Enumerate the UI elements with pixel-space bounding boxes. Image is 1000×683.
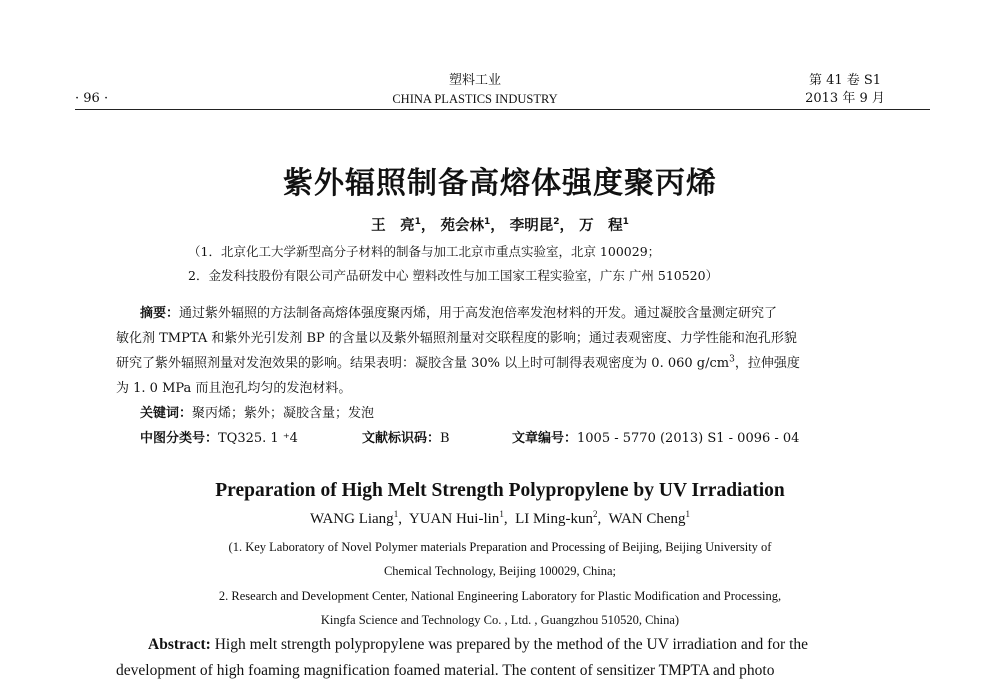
author-affil-mark: 1 (499, 509, 504, 519)
abstract-cn-text: 研究了紫外辐照剂量对发泡效果的影响。结果表明：凝胶含量 30% 以上时可制得表观密度为 0. 060 g/cm (116, 356, 730, 371)
authors-en: WANG Liang$^1$, YUAN Hui-lin$^1$, LI Ming-kun$^2$, WAN Cheng$^1$ (309, 509, 691, 527)
clc-label: 中图分类号： (140, 431, 219, 446)
abstract-en-text: High melt strength polypropylene was prepared by the method of the UV irradiation and for the (214, 636, 809, 653)
page-number: · 96 · (75, 91, 109, 106)
author-cn: 王 亮 (371, 218, 415, 234)
author-affil-mark: 1 (414, 217, 421, 228)
issue-date: 2013 年 9 月 (805, 91, 885, 106)
author-en: WANG Liang (309, 511, 394, 527)
abstract-cn-label: 摘要： (140, 306, 180, 321)
affiliation-en-1: (1. Key Laboratory of Novel Polymer materials Preparation and Processing of Beijing, Beijing University of (228, 540, 772, 554)
abstract-cn-line-4: 为 1. 0 MPa 而且泡孔均匀的发泡材料。 (116, 381, 352, 396)
abstract-en-line-1 (148, 636, 808, 654)
paper-title-en: Preparation of High Melt Strength Polypropylene by UV Irradiation (215, 480, 785, 501)
affiliation-cn-1: （1．北京化工大学新型高分子材料的制备与加工北京市重点实验室，北京 100029； (188, 244, 661, 259)
document-code-label: 文献标识码： (362, 431, 441, 446)
abstract-cn-line-3 (116, 353, 800, 374)
abstract-cn-text: 通过紫外辐照的方法制备高熔体强度聚丙烯，用于高发泡倍率发泡材料的开发。通过凝胶含量测定研究了 (179, 306, 778, 321)
paper-title-cn: 紫外辐照制备高熔体强度聚丙烯 (283, 166, 717, 201)
abstract-cn-text-tail: ，拉伸强度 (734, 356, 800, 371)
author-affil-mark: 1 (622, 217, 629, 228)
document-code (362, 428, 450, 449)
volume-issue: 第 41 卷 S1 (808, 73, 882, 88)
author-en: WAN Cheng (608, 511, 686, 527)
article-number-value: 1005 - 5770 (2013) S1 - 0096 - 04 (577, 431, 800, 446)
author-affil-mark: 1 (393, 509, 399, 519)
author-cn: 苑会林 (440, 218, 484, 234)
author-affil-mark: 1 (483, 217, 491, 228)
abstract-en-label: Abstract: (148, 636, 211, 653)
author-en: LI Ming-kun (515, 511, 593, 527)
author-affil-mark: 1 (685, 509, 691, 519)
abstract-en-line-2: development of high foaming magnification foamed material. The content of sensitizer TMPTA and photo (116, 662, 775, 679)
affiliation-cn-2: 2．金发科技股份有限公司产品研发中心 塑料改性与加工国家工程实验室，广东 广州 510520） (188, 268, 719, 283)
abstract-cn-line-1 (140, 303, 777, 324)
unit-superscript: 3 (729, 354, 735, 365)
author-cn: 万 程 (579, 218, 623, 234)
affiliation-en-2: 2. Research and Development Center, National Engineering Laboratory for Plastic Modification and Processing, (218, 589, 782, 603)
author-en: YUAN Hui-lin (408, 511, 500, 527)
author-affil-mark: 2 (553, 217, 560, 228)
author-cn: 李明昆 (509, 218, 554, 234)
journal-name-cn: 塑料工业 (448, 73, 501, 88)
article-number-label: 文章编号： (512, 431, 578, 446)
article-number (512, 428, 799, 449)
affiliation-en-1-cont: Chemical Technology, Beijing 100029, China; (383, 564, 617, 578)
clc-value: TQ325. 1 ⁺4 (218, 431, 298, 446)
keywords-cn (140, 403, 374, 424)
affiliation-en-2-cont: Kingfa Science and Technology Co. , Ltd. , Guangzhou 510520, China) (320, 613, 680, 627)
header-rule (75, 109, 930, 110)
keywords-cn-text: 聚丙烯；紫外；凝胶含量；发泡 (192, 406, 375, 421)
abstract-cn-line-2: 敏化剂 TMPTA 和紫外光引发剂 BP 的含量以及紫外辐照剂量对交联程度的影响；通过表观密度、力学性能和泡孔形貌 (116, 331, 797, 346)
keywords-cn-label: 关键词： (140, 406, 193, 421)
authors-cn: 王 亮$^1$， 苑会林$^1$， 李明昆$^2$， 万 程$^1$ (371, 217, 629, 234)
document-code-value: B (440, 431, 450, 446)
journal-name-en: CHINA PLASTICS INDUSTRY (392, 92, 558, 106)
author-affil-mark: 2 (592, 509, 598, 519)
clc-number (140, 428, 298, 449)
